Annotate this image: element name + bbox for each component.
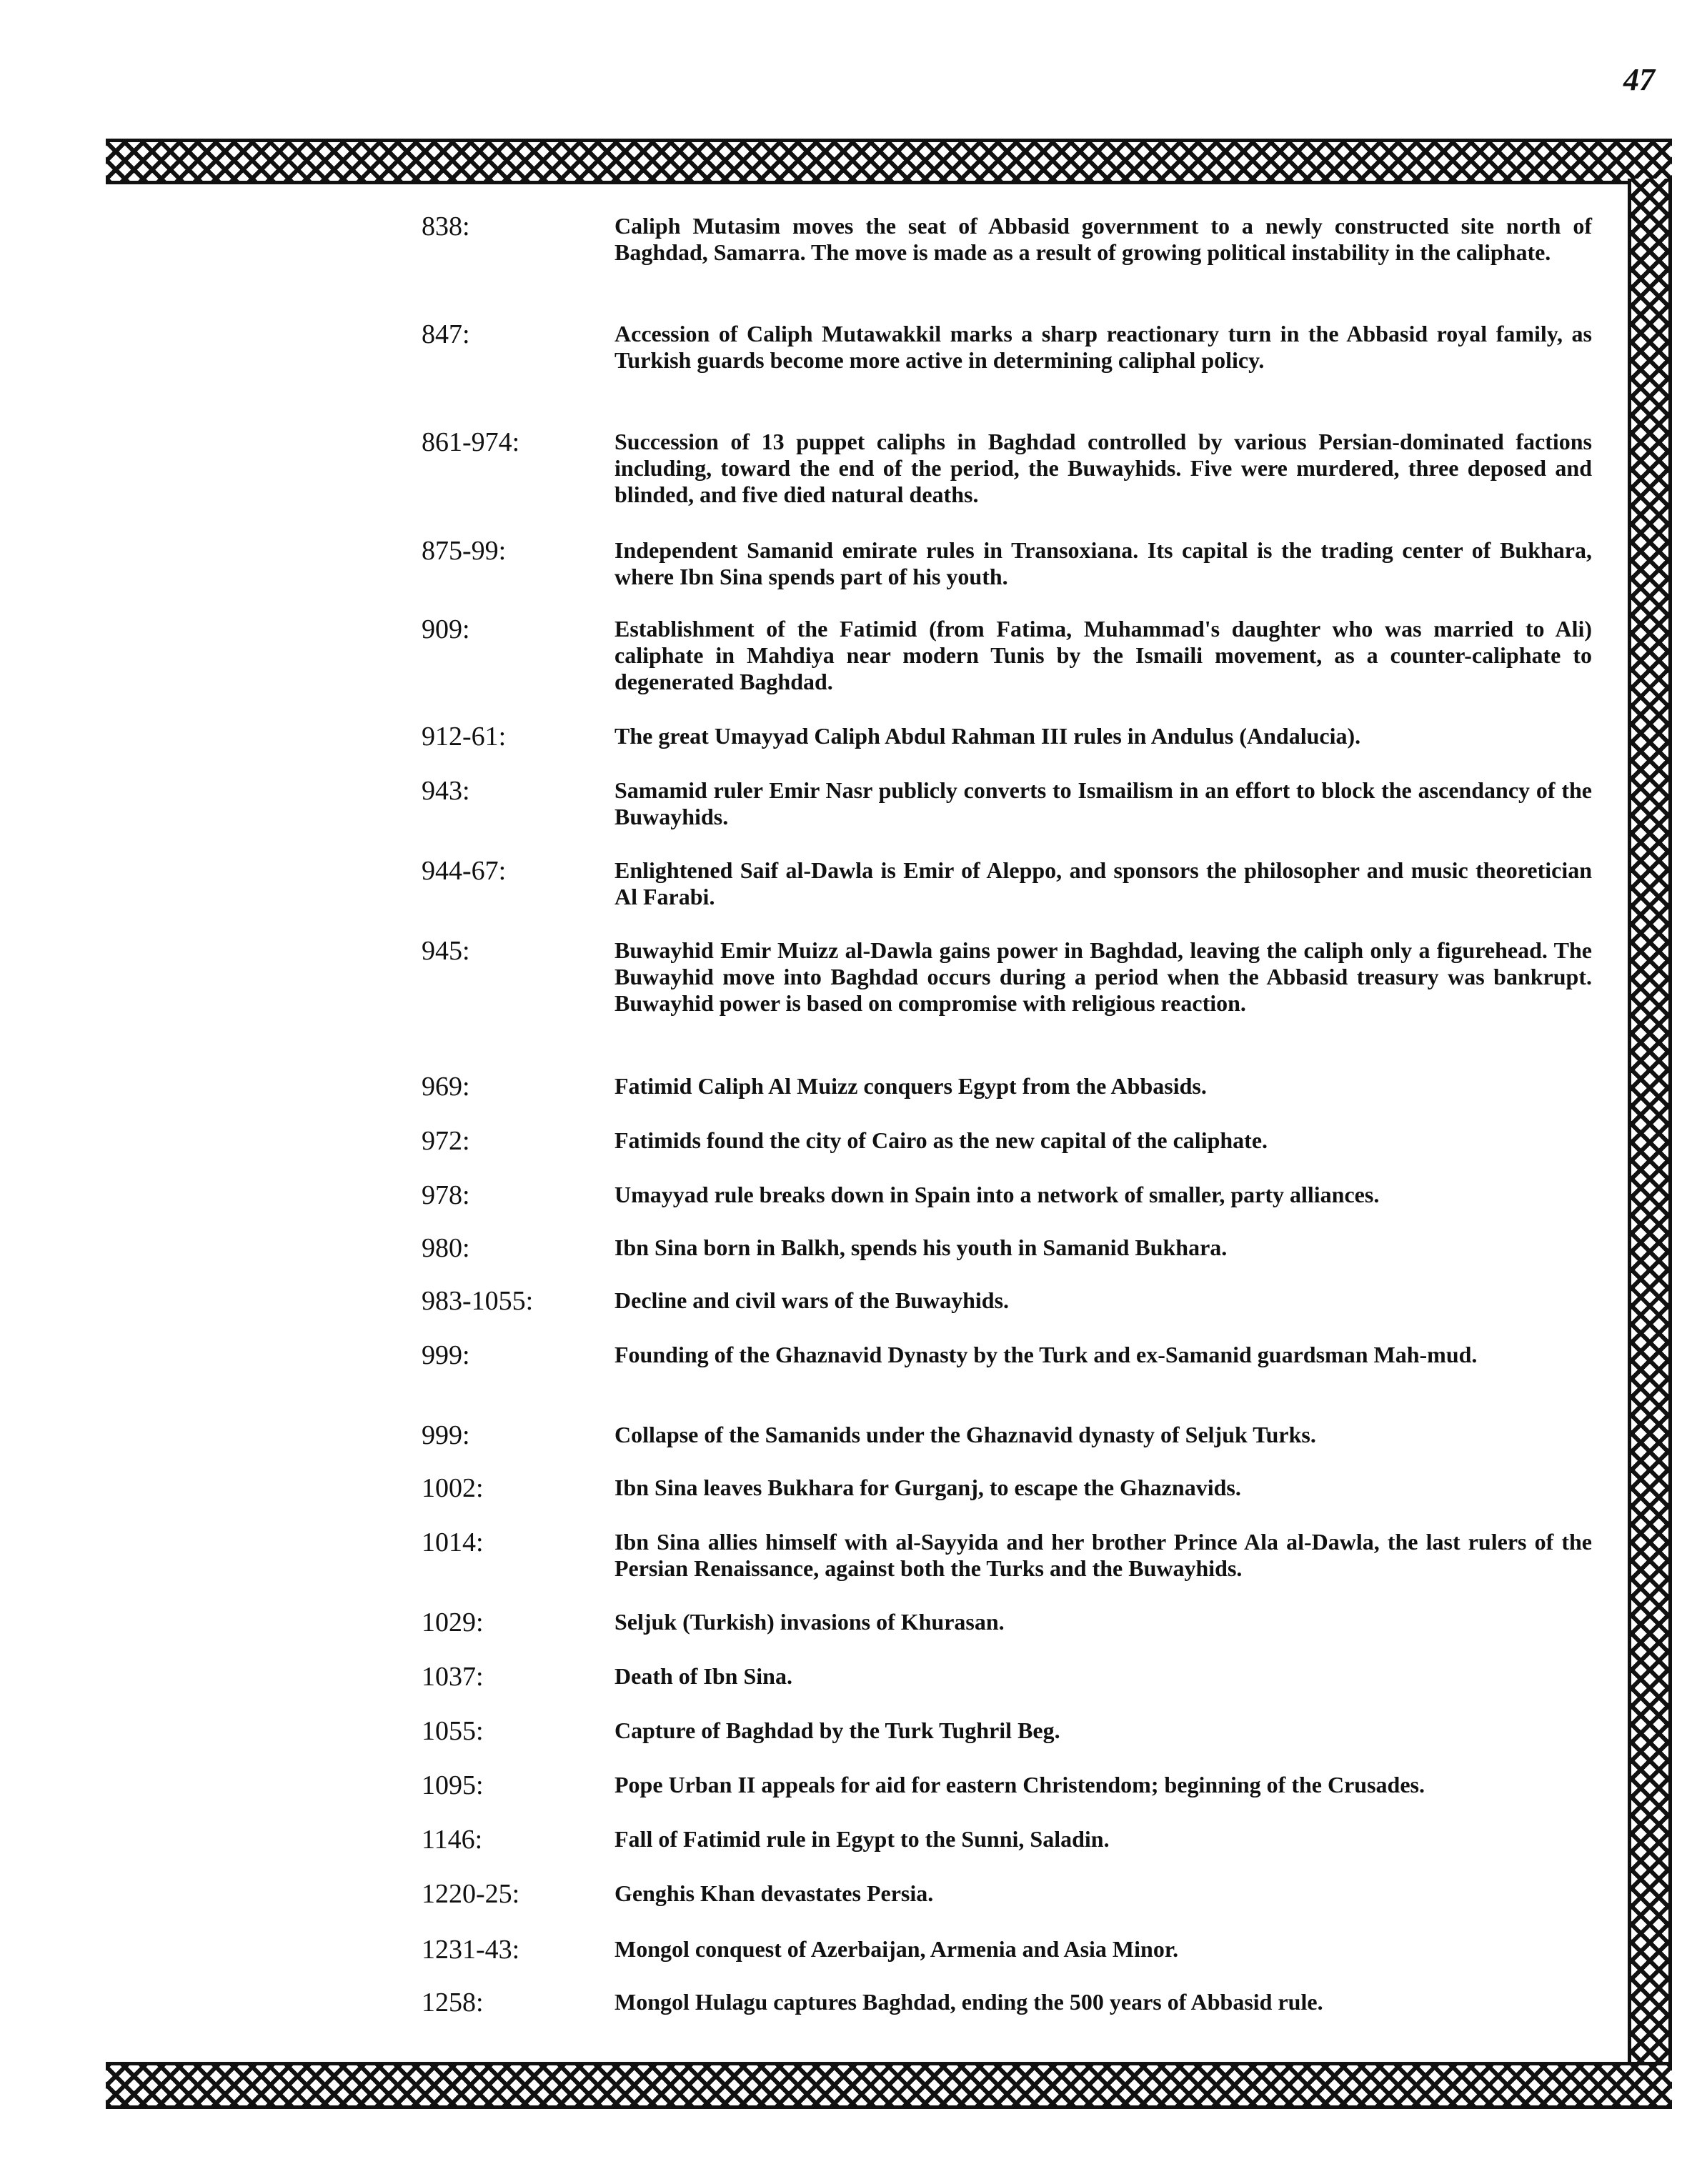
entry-date: 943: [422,776,470,806]
entry-date: 1220-25: [422,1879,520,1909]
entry-text: Ibn Sina born in Balkh, spends his youth in Samanid Bukhara. [614,1235,1228,1260]
entry-date: 944-67: [422,856,507,886]
entry-text: Ibn Sina leaves Bukhara for Gurganj, to escape the Ghaznavids. [614,1475,1241,1500]
entry-date: 1014: [422,1527,484,1557]
entry-date: 983-1055: [422,1286,534,1316]
entry-date: 978: [422,1180,470,1210]
entry-text: Establishment of the Fatimid (from Fatima, Muhammad's daughter who was married to Ali) caliphate in Mahdiya near modern Tunis by the Ismaili movement, as a counter-caliphate to degenerated Baghdad. [614,616,1592,694]
entry-text: Fatimid Caliph Al Muizz conquers Egypt from the Abbasids. [614,1073,1207,1099]
entry-date: 999: [422,1340,470,1370]
entry-text: Accession of Caliph Mutawakkil marks a sharp reactionary turn in the Abbasid royal family, as Turkish guards become more active in determining caliphal policy. [614,321,1592,373]
page-number: 47 [1623,62,1655,97]
entry-text: Decline and civil wars of the Buwayhids. [614,1287,1010,1313]
entry-date: 1258: [422,1988,484,2018]
entry-date: 999: [422,1420,470,1450]
entry-date: 838: [422,211,470,241]
entry-text: Mongol conquest of Azerbaijan, Armenia and Asia Minor. [614,1936,1179,1962]
entry-text: Caliph Mutasim moves the seat of Abbasid government to a newly constructed site north of Baghdad, Samarra. The move is made as a result of growing political instability in the caliphate. [614,213,1592,265]
entry-date: 912-61: [422,722,507,752]
entry-text: Independent Samanid emirate rules in Transoxiana. Its capital is the trading center of Bukhara, where Ibn Sina spends part of his youth. [614,537,1592,589]
entry-date: 1037: [422,1662,484,1692]
entry-text: Enlightened Saif al-Dawla is Emir of Aleppo, and sponsors the philosopher and music theoretician Al Farabi. [614,857,1592,909]
entry-date: 861-974: [422,427,520,457]
entry-date: 1002: [422,1473,484,1503]
entry-text: Genghis Khan devastates Persia. [614,1880,934,1906]
entry-text: Samamid ruler Emir Nasr publicly converts to Ismailism in an effort to block the ascendancy of the Buwayhids. [614,777,1592,829]
entry-text: Fall of Fatimid rule in Egypt to the Sunni, Saladin. [614,1826,1110,1852]
entry-date: 1231-43: [422,1935,520,1965]
entry-date: 1095: [422,1770,484,1800]
entry-date: 945: [422,936,470,966]
entry-date: 972: [422,1126,470,1156]
entry-date: 969: [422,1072,470,1102]
entry-text: Fatimids found the city of Cairo as the new capital of the caliphate. [614,1127,1268,1153]
entry-text: Pope Urban II appeals for aid for eastern Christendom; beginning of the Crusades. [614,1772,1425,1797]
entry-date: 1055: [422,1716,484,1746]
entry-text: Mongol Hulagu captures Baghdad, ending the 500 years of Abbasid rule. [614,1989,1323,2015]
entry-text: Umayyad rule breaks down in Spain into a network of smaller, party alliances. [614,1182,1380,1207]
entry-text: Death of Ibn Sina. [614,1663,792,1689]
entry-date: 1029: [422,1607,484,1637]
entry-text: Capture of Baghdad by the Turk Tughril Beg. [614,1717,1060,1743]
entry-text: Collapse of the Samanids under the Ghaznavid dynasty of Seljuk Turks. [614,1422,1316,1447]
entry-date: 847: [422,319,470,349]
entry-text: The great Umayyad Caliph Abdul Rahman III rules in Andulus (Andalucia). [614,723,1361,749]
entry-date: 909: [422,614,470,644]
entry-text: Buwayhid Emir Muizz al-Dawla gains power in Baghdad, leaving the caliph only a figurehead. The Buwayhid move into Baghdad occurs during a period when the Abbasid treasury was bankrupt. Buwayhid power is based on compromise with religious reaction. [614,937,1592,1016]
entry-text: Succession of 13 puppet caliphs in Baghdad controlled by various Persian-dominated factions including, toward the end of the period, the Buwayhids. Five were murdered, three deposed and blinded, and five died natural deaths. [614,429,1592,507]
entry-date: 980: [422,1233,470,1263]
entry-text: Founding of the Ghaznavid Dynasty by the Turk and ex-Samanid guardsman Mah-mud. [614,1342,1478,1367]
entry-date: 875-99: [422,536,507,566]
entry-text: Ibn Sina allies himself with al-Sayyida and her brother Prince Ala al-Dawla, the last rulers of the Persian Renaissance, against both the Turks and the Buwayhids. [614,1529,1592,1581]
entry-date: 1146: [422,1825,483,1855]
entry-text: Seljuk (Turkish) invasions of Khurasan. [614,1609,1005,1635]
